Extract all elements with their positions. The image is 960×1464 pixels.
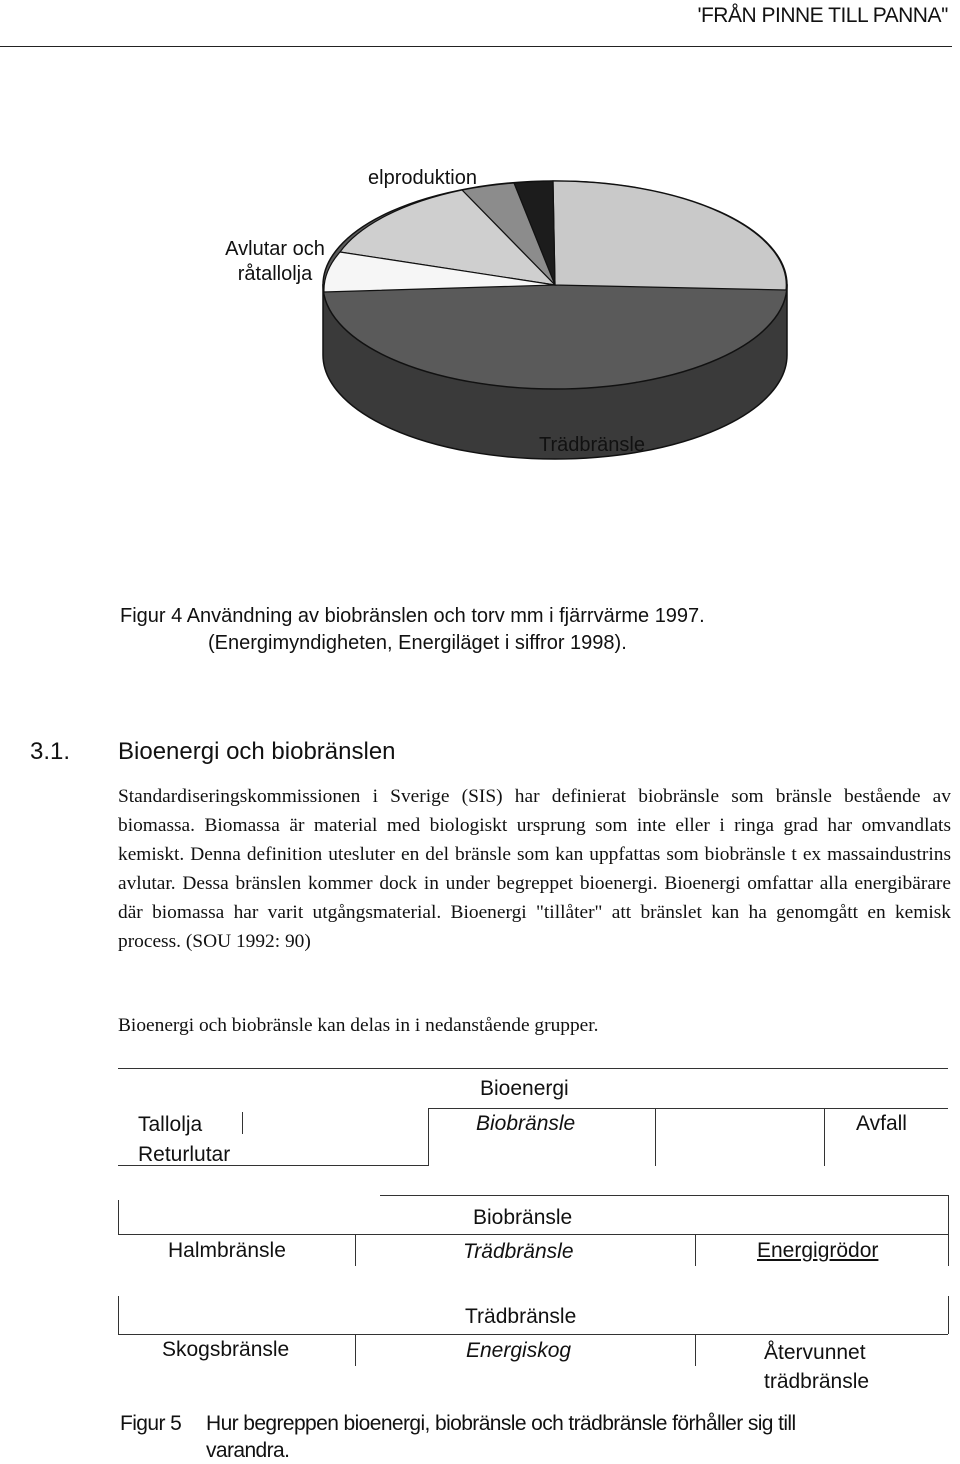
box3-title: Trädbränsle [465,1305,577,1328]
box2-inner-rule [118,1234,948,1235]
box1-center: Biobränsle [476,1112,576,1135]
figure4-caption-line1: Figur 4 Användning av biobränslen och torv mm i fjärrvärme 1997. [120,605,705,627]
pie-slice-light [553,181,786,290]
figure4-caption [120,603,880,657]
box1-top-rule [118,1068,948,1069]
body-paragraph-groups: Bioenergi och biobränsle kan delas in i nedanstående grupper. [118,1015,599,1036]
box2-divider-2 [695,1234,696,1266]
header-rule [0,46,952,47]
box2-right: Energigrödor [757,1239,879,1262]
figure4-caption-line2: (Energimyndigheten, Energiläget i siffror 1998). [208,632,627,654]
figure5-caption-line2: varandra. [206,1439,290,1462]
figure5-caption-line1: Hur begreppen bioenergi, biobränsle och trädbränsle förhåller sig till [206,1412,796,1435]
box3-right-line1: Återvunnet [764,1341,866,1364]
pie-label-avlutar-line2: råtallolja [237,263,313,285]
pie-label-elproduktion: elproduktion [368,167,477,189]
box2-left: Halmbränsle [168,1239,286,1262]
box2-top-rule [380,1195,948,1196]
box2-divider-3 [948,1234,949,1266]
box1-title: Bioenergi [480,1077,569,1100]
box1-left [138,1110,230,1170]
figure5-caption [120,1410,920,1464]
box3-right-edge [948,1296,949,1334]
body-paragraph: Standardiseringskommissionen i Sverige (SIS) har definierat biobränsle som bränsle bestående av biomassa. Biomassa är material med biologiskt ursprung som inte eller i ringa grad har omvandlats kemiskt. Denna definition utesluter en del bränsle som kan uppfattas som biobränsle t ex massaindustrins avlutar. Dessa bränslen kommer dock in under begreppet bioenergi. Bioenergi omfattar alla energibärare där biomassa har varit utgångsmaterial. Bioenergi "tillåter" att bränslet kan ha genomgått en kemisk process. (SOU 1992: 90) [118,786,951,952]
box2-right-edge [948,1195,949,1234]
section-heading [30,738,396,766]
box2-divider-1 [355,1234,356,1266]
pie-label-tradbransle: Trädbränsle [539,434,645,456]
box3-divider-1 [355,1334,356,1366]
box3-right-line2: trädbränsle [764,1370,870,1393]
box3-center: Energiskog [466,1339,572,1362]
pie-label-avlutar [210,237,340,287]
section-title: Bioenergi och biobränslen [118,738,396,765]
box3-left: Skogsbränsle [162,1338,290,1361]
box2-title: Biobränsle [473,1206,573,1229]
box1-right: Avfall [856,1112,907,1135]
box1-left-line2: Returlutar [138,1143,231,1166]
box2-left-edge [118,1200,119,1234]
figure5-caption-tag: Figur 5 [120,1412,182,1435]
box1-divider-2 [655,1108,656,1166]
box3-right [764,1338,869,1396]
box1-tick [242,1112,243,1134]
box2-center: Trädbränsle [463,1240,574,1263]
box3-divider-2 [695,1334,696,1366]
box1-left-line1: Tallolja [138,1113,203,1136]
box3-left-edge [118,1296,119,1334]
running-header: 'FRÅN PINNE TILL PANNA'' [697,4,948,27]
box1-divider-3 [824,1108,825,1166]
pie-label-avlutar-line1: Avlutar och [225,238,325,260]
box1-divider-1 [428,1108,429,1166]
section-number: 3.1. [30,738,71,765]
pie-chart [0,150,960,470]
box3-inner-rule [118,1334,948,1335]
box1-inner-rule [428,1108,948,1109]
